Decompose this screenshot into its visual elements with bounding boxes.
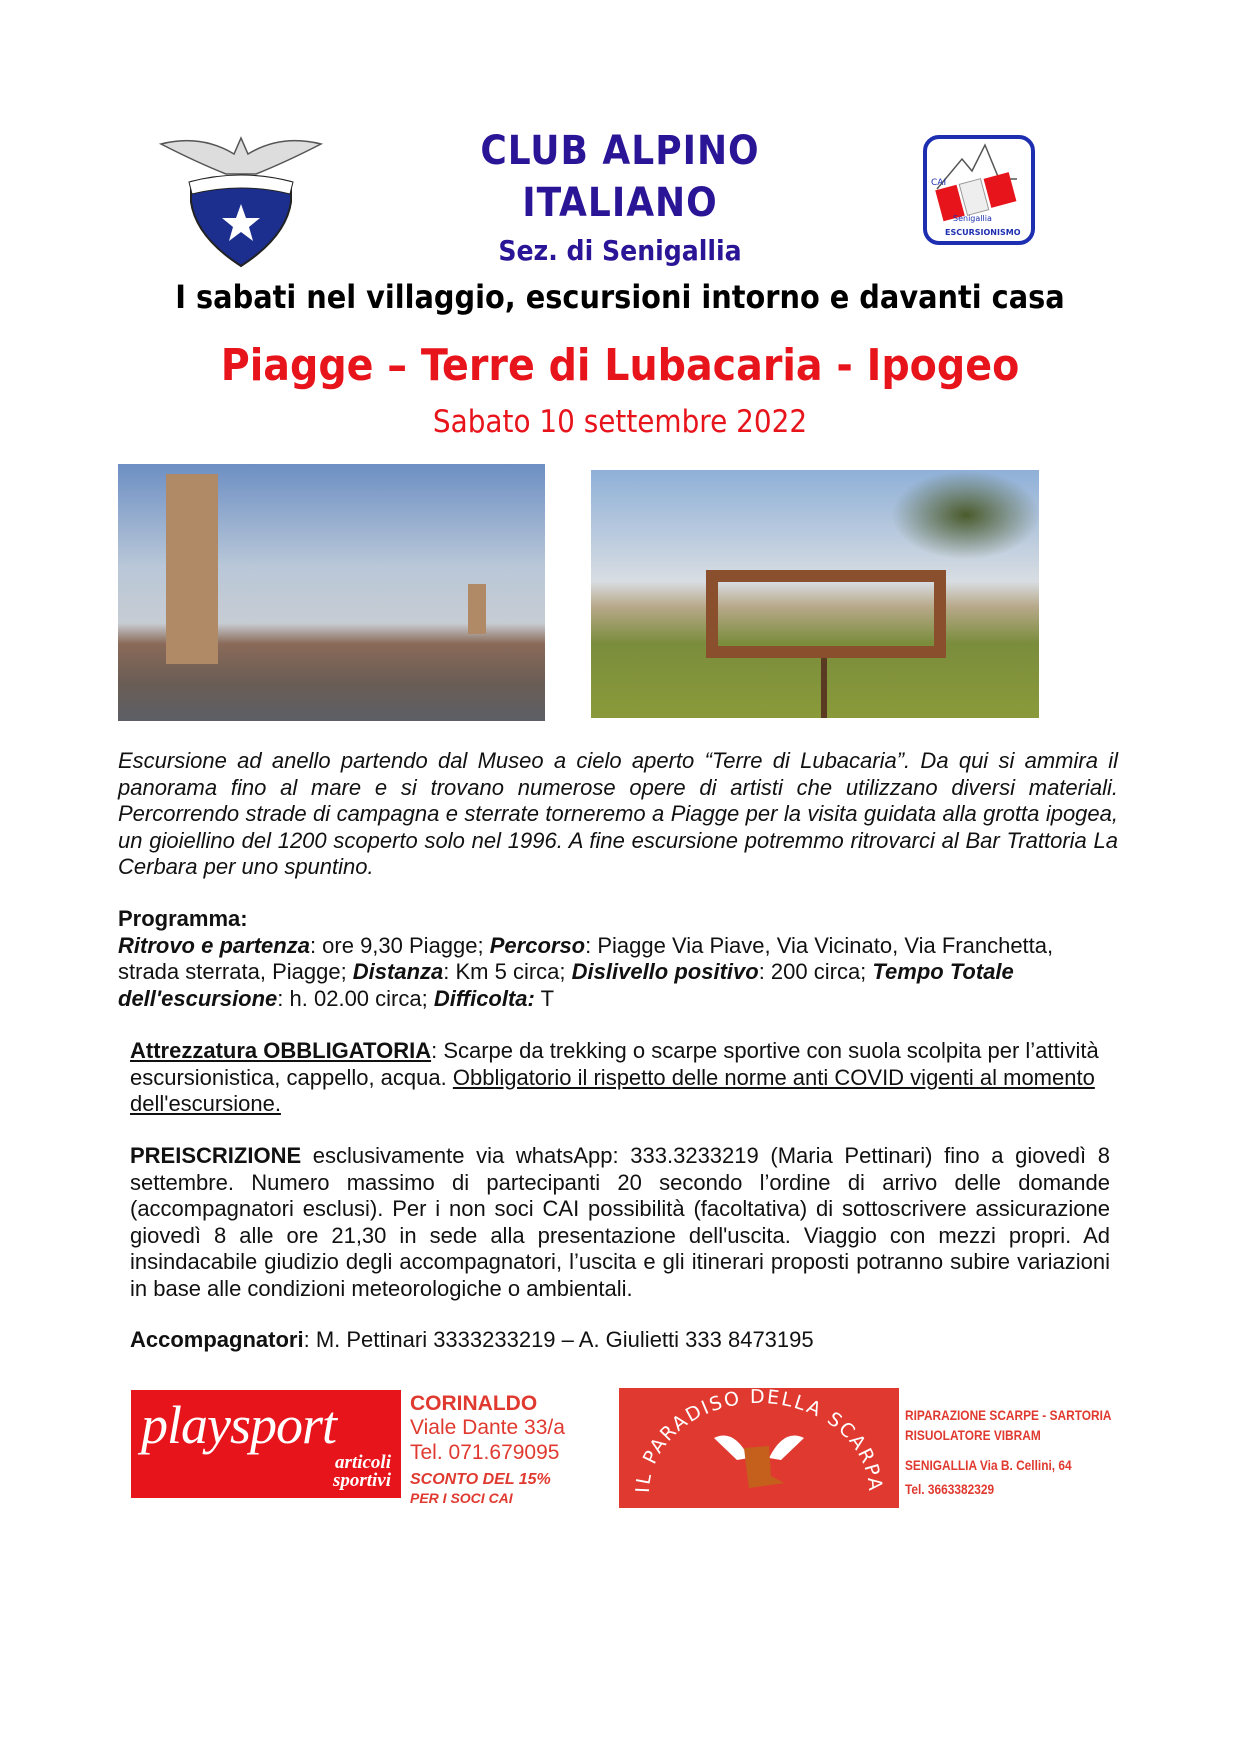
preiscrizione-text: esclusivamente via whatsApp: 333.3233219 (Maria Pettinari) fino a giovedì 8 settembre. Numero massimo di partecipanti 20 secondo l’ordine di arrivo delle domande (accompagnatori esclusi). Per i non soci CAI possibilità (facoltativa) di sottoscrivere assicurazione giovedì 8 alle ore 21,30 in sede alla presentazione dell'uscita. Viaggio con mezzi propri. Ad insindacabile giudizio degli accompagnatori, l’uscita e gli itinerari proposti potranno subire variazioni in base alle condizioni meteorologiche o ambientali.: [130, 1143, 1110, 1301]
playsport-city: CORINALDO: [410, 1392, 538, 1415]
section-name: Sez. di Senigallia: [498, 234, 742, 267]
attrezzatura-label: Attrezzatura OBBLIGATORIA: [130, 1038, 432, 1063]
value: : h. 02.00 circa;: [277, 985, 434, 1011]
label: Distanza: [352, 959, 444, 984]
attrezzatura: [130, 1038, 1120, 1118]
programma: [118, 906, 1118, 1012]
label: Ritrovo e partenza: [118, 932, 310, 958]
covid-notice: Obbligatorio il rispetto delle norme anti COVID vigenti al momento dell'escursione.: [130, 1064, 1095, 1116]
programma-heading: Programma:: [118, 906, 248, 931]
event-date: Sabato 10 settembre 2022: [432, 404, 808, 440]
playsport-tag: articoli: [335, 1452, 391, 1473]
playsport-address: Viale Dante 33/a: [410, 1416, 565, 1439]
title-club-alpino: CLUB ALPINO: [480, 128, 760, 174]
value: : Piagge Via Piave, Via Vicinato, Via Franchetta, strada sterrata, Piagge;: [118, 932, 1054, 984]
playsport-tag: sportivi: [332, 1470, 391, 1491]
paradiso-phone: Tel. 3663382329: [905, 1481, 995, 1497]
playsport-discount: SCONTO DEL 15%: [410, 1471, 551, 1488]
value: : Km 5 circa;: [443, 959, 572, 984]
preiscrizione: [130, 1143, 1110, 1302]
preiscrizione-label: PREISCRIZIONE: [130, 1143, 302, 1168]
programma-details: [118, 933, 1118, 1013]
svg-text:CAI: CAI: [931, 178, 947, 188]
accompagnatori-text: : M. Pettinari 3333233219 – A. Giulietti 333 8473195: [303, 1327, 814, 1352]
value: : 200 circa;: [758, 959, 873, 984]
event-title: Piagge – Terre di Lubacaria - Ipogeo: [220, 340, 1020, 391]
series-title: I sabati nel villaggio, escursioni intorno e davanti casa: [175, 278, 1065, 316]
svg-text:ESCURSIONISMO: ESCURSIONISMO: [945, 228, 1021, 237]
paradiso-info: [905, 1405, 1112, 1499]
playsport-logo: [131, 1390, 401, 1498]
label: Difficolta:: [433, 985, 535, 1011]
playsport-info: [410, 1392, 565, 1506]
playsport-wordmark: playsport: [141, 1395, 337, 1455]
paradiso-line: RISUOLATORE VIBRAM: [905, 1427, 1041, 1443]
accompagnatori: [130, 1327, 1110, 1354]
paradiso-address: SENIGALLIA Via B. Cellini, 64: [905, 1457, 1072, 1473]
value: : ore 9,30 Piagge;: [309, 932, 490, 958]
playsport-discount-note: PER I SOCI CAI: [410, 1490, 513, 1506]
description: Escursione ad anello partendo dal Museo a cielo aperto “Terre di Lubacaria”. Da qui si ammira il panorama fino al mare e si trovano numerose opere di artisti che utilizzano diversi materiali. Percorrendo strade di campagna e sterrate torneremo a Piagge per la visita guidata alla grotta ipogea, un gioiellino del 1200 scoperto solo nel 1996. A fine escursione potremmo ritrovarci al Bar Trattoria La Cerbara per uno spuntino.: [118, 748, 1118, 879]
label: Percorso: [489, 932, 586, 958]
value: T: [534, 985, 555, 1011]
playsport-phone: Tel. 071.679095: [410, 1441, 560, 1464]
attrezzatura-text: : Scarpe da trekking o scarpe sportive con suola scolpita per l’attività escursionistica, cappello, acqua.: [130, 1038, 1099, 1090]
label: Tempo Totale dell'escursione: [118, 959, 1014, 1011]
photo-landscape-frame: [591, 470, 1039, 718]
svg-text:Senigallia: Senigallia: [953, 214, 992, 223]
label: Dislivello positivo: [571, 959, 759, 984]
paradiso-line: RIPARAZIONE SCARPE - SARTORIA: [905, 1407, 1112, 1423]
accompagnatori-label: Accompagnatori: [130, 1327, 304, 1352]
photo-bell-tower: [118, 464, 545, 721]
paradiso-wordmark: IL PARADISO DELLA SCARPA: [631, 1388, 887, 1494]
title-italiano: ITALIANO: [522, 180, 718, 226]
paradiso-della-scarpa-logo: [619, 1388, 899, 1508]
